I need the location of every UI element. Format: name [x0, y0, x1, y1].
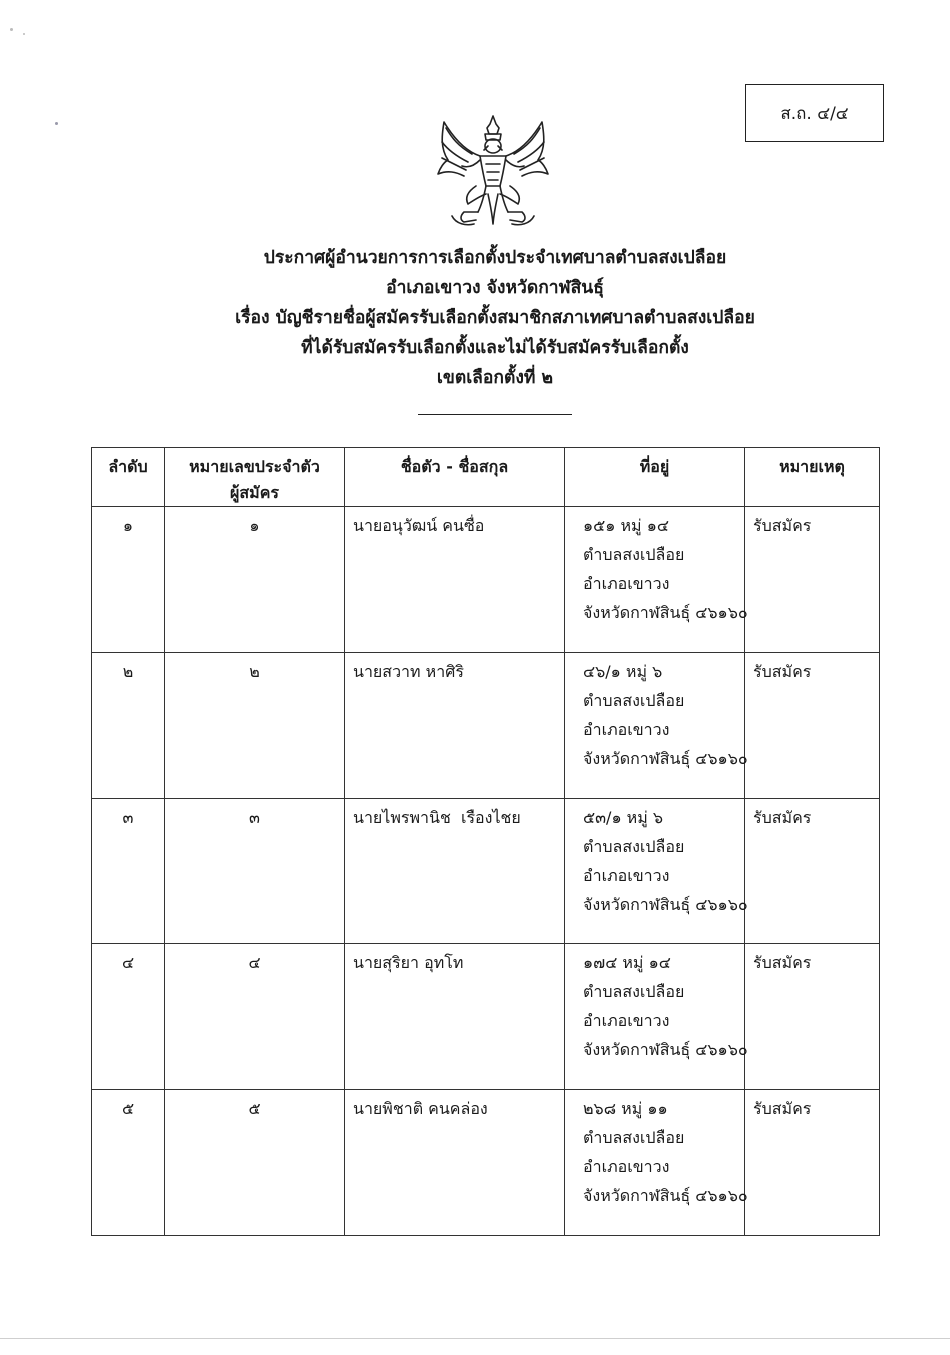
heading-divider [418, 414, 572, 415]
address-line: ตำบลสงเปลือย [583, 545, 685, 564]
address-line: ตำบลสงเปลือย [583, 836, 685, 856]
row-address [565, 944, 748, 1090]
row-name: นายอนุวัฒน์ คนซื่อ [345, 507, 565, 653]
address-line: ตำบลสงเปลือย [583, 982, 685, 1002]
header-address: ที่อยู่ [565, 448, 745, 507]
heading-line-4: ที่ได้รับสมัครรับเลือกตั้งและไม่ได้รับสมัครรับเลือกตั้ง [301, 338, 689, 358]
row-address [565, 652, 748, 798]
garuda-emblem-icon [430, 112, 556, 230]
candidate-table [91, 447, 880, 1236]
address-line: ตำบลสงเปลือย [583, 690, 685, 710]
row-name: นายพิชาติ คนคล่อง [345, 1090, 565, 1236]
address-line: ตำบลสงเปลือย [583, 1128, 685, 1148]
table-row [92, 944, 880, 1090]
row-no: ๓ [92, 798, 165, 944]
row-candidate-number: ๒ [165, 652, 345, 798]
header-name: ชื่อตัว - ชื่อสกุล [345, 448, 565, 507]
address-line: อำเภอเขาวง [583, 1011, 670, 1031]
scan-speck [10, 28, 13, 31]
form-code-box: ส.ถ. ๔/๔ [745, 84, 884, 142]
row-no: ๑ [92, 507, 165, 653]
row-note: รับสมัคร [745, 507, 880, 653]
row-note: รับสมัคร [745, 944, 880, 1090]
row-candidate-number: ๑ [165, 507, 345, 653]
address-line: ๕๓/๑ หมู่ ๖ [583, 807, 664, 827]
address-line: จังหวัดกาฬสินธุ์ ๔๖๑๖๐ [583, 603, 748, 622]
row-candidate-number: ๕ [165, 1090, 345, 1236]
row-note: รับสมัคร [745, 1090, 880, 1236]
row-name: นายสุริยา อุทโท [345, 944, 565, 1090]
address-line: อำเภอเขาวง [583, 574, 670, 593]
table-row [92, 652, 880, 798]
scan-edge-line [0, 1338, 950, 1339]
table-header-row [92, 448, 880, 507]
row-no: ๒ [92, 652, 165, 798]
address-line: จังหวัดกาฬสินธุ์ ๔๖๑๖๐ [583, 894, 748, 914]
row-address [565, 1090, 748, 1236]
heading-line-2: อำเภอเขาวง จังหวัดกาฬสินธุ์ [386, 278, 604, 298]
table-row [92, 798, 880, 944]
row-candidate-number: ๓ [165, 798, 345, 944]
address-line: จังหวัดกาฬสินธุ์ ๔๖๑๖๐ [583, 1040, 748, 1060]
heading-line-3: เรื่อง บัญชีรายชื่อผู้สมัครรับเลือกตั้งสมาชิกสภาเทศบาลตำบลสงเปลือย [235, 308, 755, 328]
row-no: ๕ [92, 1090, 165, 1236]
row-candidate-number: ๔ [165, 944, 345, 1090]
row-name: นายไพรพานิช เรืองไชย [345, 798, 565, 944]
header-candidate-number-line2: ผู้สมัคร [230, 483, 279, 502]
address-line: ๑๕๑ หมู่ ๑๔ [583, 516, 669, 535]
table-row [92, 1090, 880, 1236]
table-row [92, 507, 880, 653]
header-candidate-number [165, 448, 345, 507]
header-note: หมายเหตุ [745, 448, 880, 507]
row-note: รับสมัคร [745, 798, 880, 944]
heading-line-1: ประกาศผู้อำนวยการการเลือกตั้งประจำเทศบาลตำบลสงเปลือย [263, 248, 727, 268]
row-address [565, 798, 748, 944]
address-line: ๔๖/๑ หมู่ ๖ [583, 661, 663, 681]
row-name: นายสวาท หาศิริ [345, 652, 565, 798]
scan-speck [23, 33, 25, 35]
row-no: ๔ [92, 944, 165, 1090]
address-line: อำเภอเขาวง [583, 865, 670, 885]
row-note: รับสมัคร [745, 652, 880, 798]
row-address [565, 507, 748, 653]
announcement-heading [200, 243, 790, 393]
address-line: จังหวัดกาฬสินธุ์ ๔๖๑๖๐ [583, 748, 748, 768]
address-line: จังหวัดกาฬสินธุ์ ๔๖๑๖๐ [583, 1186, 748, 1206]
heading-line-5: เขตเลือกตั้งที่ ๒ [436, 368, 554, 388]
header-no: ลำดับ [92, 448, 165, 507]
address-line: อำเภอเขาวง [583, 719, 670, 739]
address-line: อำเภอเขาวง [583, 1157, 670, 1177]
header-candidate-number-line1: หมายเลขประจำตัว [189, 457, 320, 476]
scan-speck [55, 122, 58, 125]
address-line: ๒๖๘ หมู่ ๑๑ [583, 1099, 668, 1119]
address-line: ๑๗๔ หมู่ ๑๔ [583, 953, 671, 973]
